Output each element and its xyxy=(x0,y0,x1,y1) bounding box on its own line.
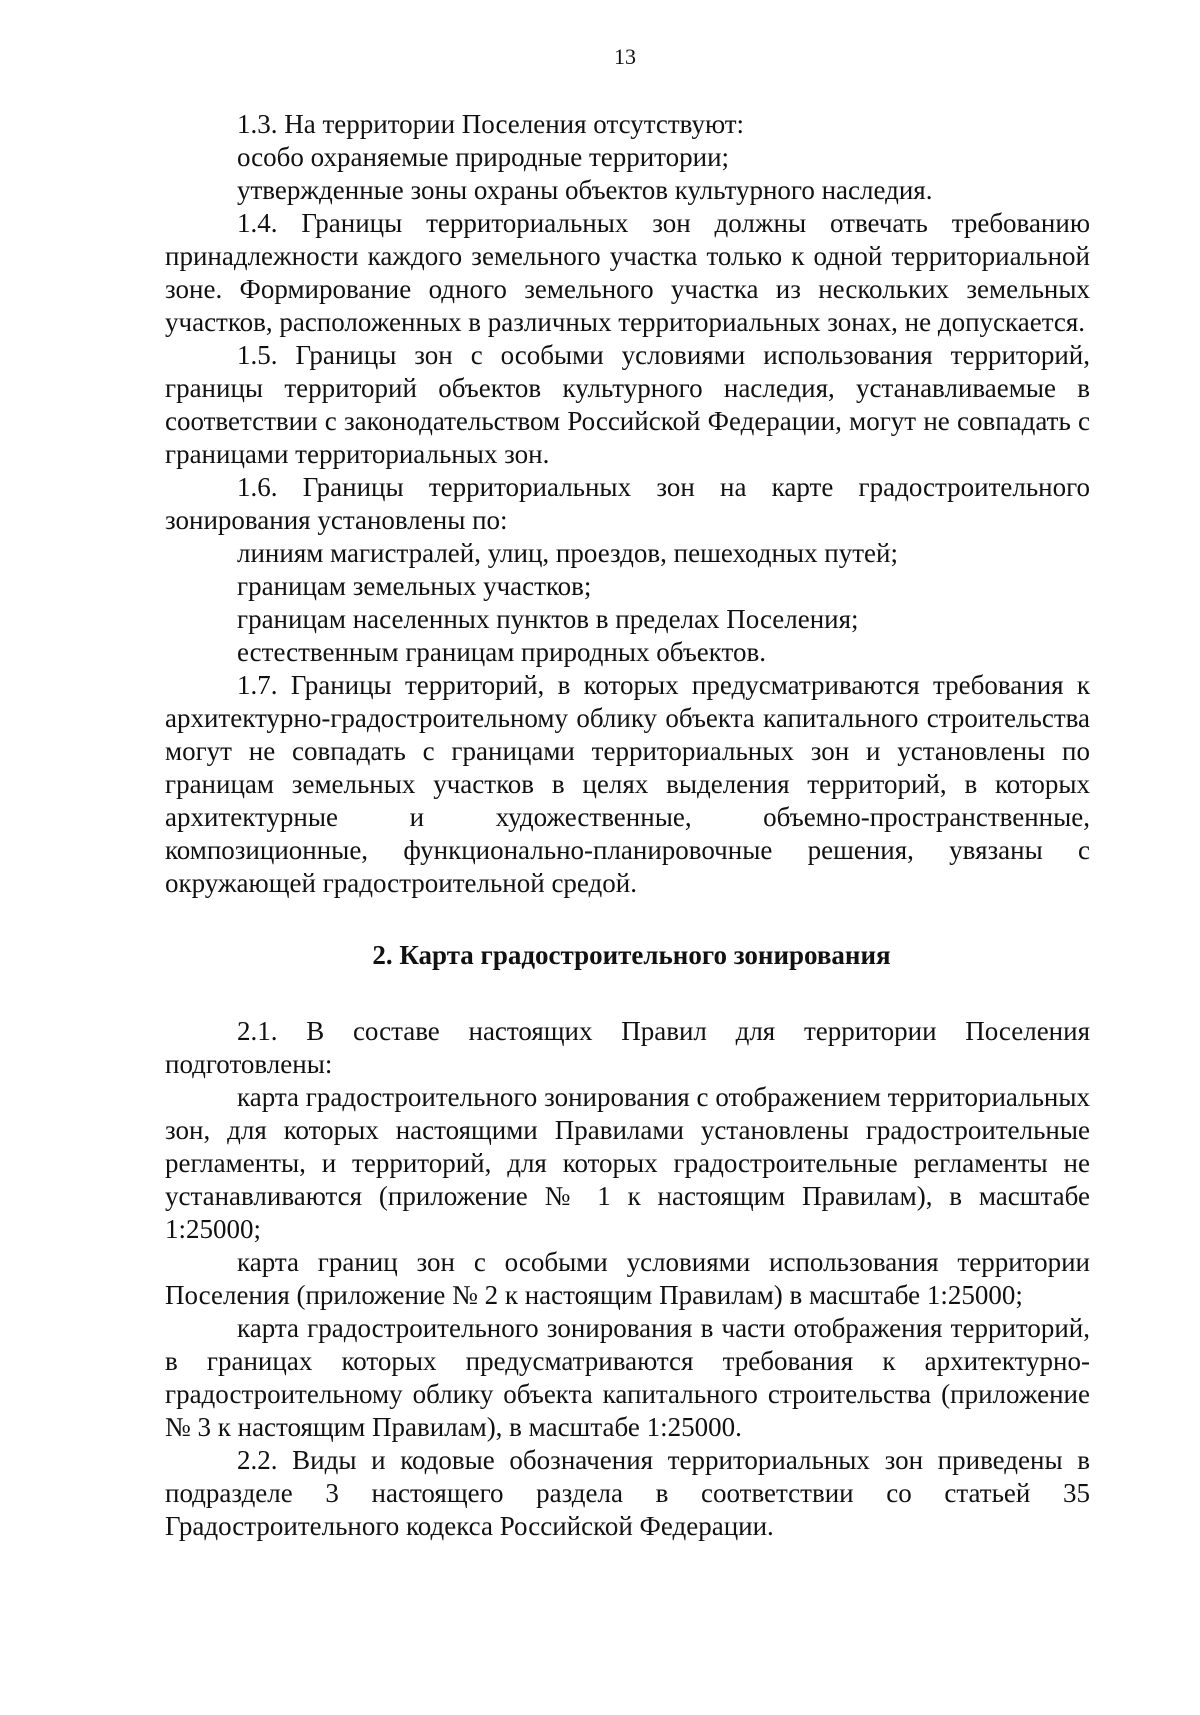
list-item: карта градостроительного зонирования в части отображения территорий, в границах которых предусматриваются требования к архитектурно-градостроительному облику объекта капитального строительства (приложение № 3 к настоящим Правилам), в масштабе 1:25000. xyxy=(165,1313,1090,1442)
list-item: карта градостроительного зонирования с отображением территориальных зон, для которых настоящими Правилами установлены градостроительные регламенты, и территорий, для которых градостроительные регламенты не устанавливаются (приложение № 1 к настоящим Правилам), в масштабе 1:25000; xyxy=(165,1082,1090,1244)
list-item: естественным границам природных объектов. xyxy=(237,637,766,667)
document-body xyxy=(165,108,1090,1543)
list-item: карта границ зон с особыми условиями использования территории Поселения (приложение № 2 к настоящим Правилам) в масштабе 1:25000; xyxy=(165,1247,1090,1310)
list-item: границам населенных пунктов в пределах Поселения; xyxy=(237,604,859,634)
list-item: границам земельных участков; xyxy=(237,571,592,601)
list-item: линиям магистралей, улиц, проездов, пешеходных путей; xyxy=(237,538,898,568)
paragraph-2-2: 2.2. Виды и кодовые обозначения территориальных зон приведены в подразделе 3 настоящего раздела в соответствии со статьей 35 Градостроительного кодекса Российской Федерации. xyxy=(165,1445,1090,1541)
paragraph-1-6: 1.6. Границы территориальных зон на карте градостроительного зонирования установлены по: xyxy=(165,472,1090,535)
paragraph-1-7: 1.7. Границы территорий, в которых предусматриваются требования к архитектурно-градостроительному облику объекта капитального строительства могут не совпадать с границами территориальных зон и установлены по границам земельных участков в целях выделения территорий, в которых архитектурные и художественные, объемно-пространственные, композиционные, функционально-планировочные решения, увязаны с окружающей градостроительной средой. xyxy=(165,670,1090,898)
page-number: 13 xyxy=(614,44,636,69)
paragraph-1-5: 1.5. Границы зон с особыми условиями использования территорий, границы территорий объектов культурного наследия, устанавливаемые в соответствии с законодательством Российской Федерации, могут не совпадать с границами территориальных зон. xyxy=(165,340,1090,469)
section-heading: 2. Карта градостроительного зонирования xyxy=(372,940,891,970)
list-item: особо охраняемые природные территории; xyxy=(237,142,730,172)
paragraph-1-3: 1.3. На территории Поселения отсутствуют: xyxy=(237,109,745,139)
paragraph-1-4: 1.4. Границы территориальных зон должны отвечать требованию принадлежности каждого земельного участка только к одной территориальной зоне. Формирование одного земельного участка из нескольких земельных участков, расположенных в различных территориальных зонах, не допускается. xyxy=(165,208,1090,337)
list-item: утвержденные зоны охраны объектов культурного наследия. xyxy=(237,175,933,205)
paragraph-2-1: 2.1. В составе настоящих Правил для территории Поселения подготовлены: xyxy=(165,1016,1090,1079)
